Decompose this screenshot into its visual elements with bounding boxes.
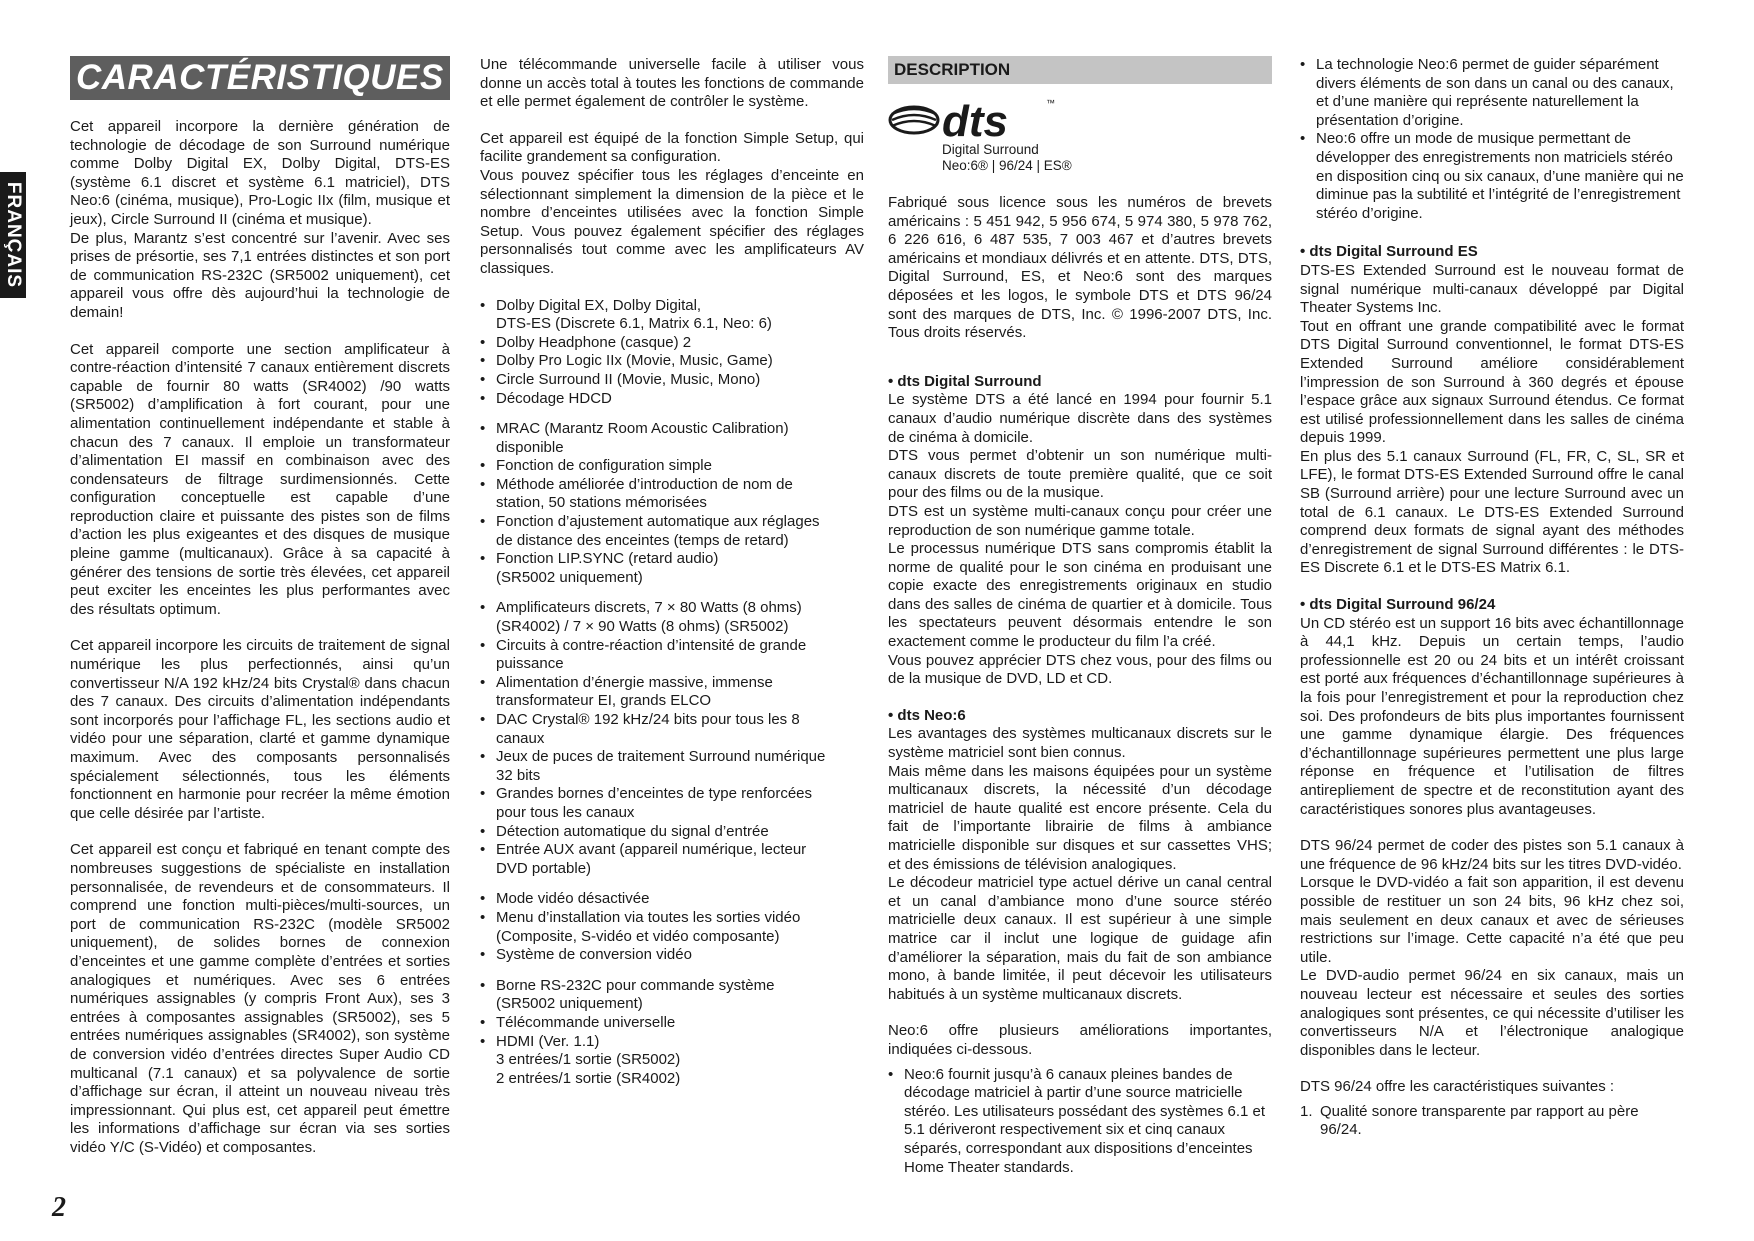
- dts-logo-line1: Digital Surround: [942, 142, 1039, 157]
- paragraph: Tout en offrant une grande compatibilité avec le format DTS Digital Surround conventionnel, le format DTS-ES Extended Surround améliore considérablement l’impression de son Surround à 360 degrés et épouse l’espace grâce aux signaux Surround étendus. Ce format est utilisé professionnellement dans les salles de cinéma depuis 1999.: [1300, 317, 1684, 447]
- list-item: • Fonction LIP.SYNC (retard audio) (SR5002 uniquement): [480, 550, 864, 587]
- list-item: • Mode vidéo désactivée: [480, 890, 864, 909]
- list-item: [1300, 1103, 1684, 1140]
- list-item: • Jeux de puces de traitement Surround numérique 32 bits: [480, 748, 864, 785]
- list-item: • Borne RS-232C pour commande système (SR5002 uniquement): [480, 977, 864, 1014]
- subheading-dts-digital-surround: • dts Digital Surround: [888, 372, 1042, 390]
- list-item: • Fonction de configuration simple: [480, 457, 864, 476]
- list-item: • Grandes bornes d’enceintes de type renforcées pour tous les canaux: [480, 785, 864, 822]
- paragraph: Un CD stéréo est un support 16 bits avec échantillonnage à 44,1 kHz. Depuis un certain temps, l’audio professionnelle est 20 ou 24 bits et un intérêt croissant est porté aux fréquences d’échantillonnage supérieures à la fois pour l’enregistrement et pour la reproduction chez soi. Des profondeurs de bits plus importantes fournissent une gamme dynamique élargie. Des fréquences d’échantillonnage supérieures permettent une plus large réponse en fréquence et l’utilisation de filtres antirepliement de spectre et de reconstitution ayant des caractéristiques sonores plus avantageuses.: [1300, 614, 1684, 818]
- paragraph: De plus, Marantz s’est concentré sur l’avenir. Avec ses prises de présortie, ses 7,1 entrées distinctes et son port de communication RS-232C (SR5002 uniquement), cet appareil vous offre dès aujourd’hui la technologie de demain!: [70, 229, 450, 321]
- list-item: • Amplificateurs discrets, 7 × 80 Watts (8 ohms) (SR4002) / 7 × 90 Watts (8 ohms) (SR5002): [480, 599, 864, 636]
- paragraph: Une télécommande universelle facile à utiliser vous donne un accès total à toutes les fonctions de commande et elle permet également de contrôler le système.: [480, 56, 864, 111]
- list-item: • Dolby Pro Logic IIx (Movie, Music, Game): [480, 352, 864, 371]
- paragraph: DTS vous permet d’obtenir un son numérique multi-canaux discrets de toute première qualité, que ce soit pour des films ou de la musique.: [888, 447, 1272, 502]
- column-1: [70, 56, 450, 1175]
- feature-list-amplifier: [480, 599, 864, 878]
- dts-96-24-feature-list: [1300, 1103, 1684, 1140]
- dts-es-text: [1300, 262, 1684, 578]
- dts-logo-caption: [942, 142, 1088, 174]
- license-paragraph: Fabriqué sous licence sous les numéros de brevets américains : 5 451 942, 5 956 674, 5 974 380, 5 978 762, 6 226 616, 6 487 535, 7 003 467 et d’autres brevets américains et mondiaux délivrés et en attente. DTS, DTS, Digital Surround, ES, et Neo:6 sont des marques déposées et les logos, le symbole DTS et DTS 96/24 sont des marques de DTS, Inc. © 1996-2007 DTS, Inc. Tous droits réservés.: [888, 194, 1272, 342]
- list-item: • Alimentation d’énergie massive, immense transformateur EI, grands ELCO: [480, 674, 864, 711]
- paragraph: Cet appareil est équipé de la fonction Simple Setup, qui facilite grandement sa configuration.: [480, 129, 864, 166]
- paragraph: Mais même dans les maisons équipées pour un système multicanaux discrets, la nécessité d’un décodage matriciel de haute qualité est encore présente. Cela du fait de l’importante librairie de films à ambiance matricielle disponible sur disques et sur cassettes VHS; et des émissions de télévision analogiques.: [888, 762, 1272, 873]
- paragraph: Le décodeur matriciel type actuel dérive un canal central et un canal d’ambiance mono d’une source stéréo matricielle deux canaux. Il est supérieur à une simple matrice car il inclut une logique de guidage afin d’améliorer la séparation, mais du fait de son ambiance mono, à bande limitée, il peut décevoir les utilisateurs habitués à un système multicanaux discrets.: [888, 874, 1272, 1003]
- dts-96-24-text: [1300, 837, 1684, 1060]
- paragraph: Cet appareil incorpore la dernière génération de technologie de décodage de son Surround numérique comme Dolby Digital EX, Dolby Digital, DTS-ES (système 6.1 discret et système 6.1 matriciel), DTS Neo:6 (cinéma, musique), Pro-Logic IIx (film, musique et jeux), Circle Surround II (cinéma et musique).: [70, 118, 450, 228]
- language-tab-label: FRANÇAIS: [3, 181, 24, 289]
- neo6-improvement-list-continued: [1300, 56, 1684, 223]
- paragraph: DTS est un système multi-canaux conçu pour créer une reproduction de son numérique gamme totale.: [888, 502, 1272, 539]
- list-item: • Dolby Digital EX, Dolby Digital, DTS-ES (Discrete 6.1, Matrix 6.1, Neo: 6): [480, 297, 864, 334]
- list-item: • Détection automatique du signal d’entrée: [480, 823, 864, 842]
- subheading-dts-96-24: • dts Digital Surround 96/24: [1300, 596, 1496, 614]
- list-item: • MRAC (Marantz Room Acoustic Calibration) disponible: [480, 420, 864, 457]
- paragraph: Le processus numérique DTS sans compromis établit la norme de qualité pour le son cinéma en produisant une copie exacte des enregistrements originaux en studio dans des salles de cinéma de quartier et à domicile. Tous les spectateurs peuvent désormais entendre le son exactement comme le producteur du film l’a créé.: [888, 540, 1272, 651]
- list-item: • Circle Surround II (Movie, Music, Mono): [480, 371, 864, 390]
- dts-logo-line2: Neo:6® | 96/24 | ES®: [942, 158, 1072, 173]
- paragraph: DTS 96/24 permet de coder des pistes son 5.1 canaux à une fréquence de 96 kHz/24 bits sur les titres DVD-vidéo.: [1300, 837, 1684, 873]
- paragraph: Vous pouvez apprécier DTS chez vous, pour des films ou de la musique de DVD, LD et CD.: [888, 651, 1272, 688]
- paragraph: DTS-ES Extended Surround est le nouveau format de signal numérique multi-canaux développé par Digital Theater Systems Inc.: [1300, 261, 1684, 317]
- list-item: • Entrée AUX avant (appareil numérique, lecteur DVD portable): [480, 841, 864, 878]
- list-text: Qualité sonore transparente par rapport au père 96/24.: [1320, 1102, 1639, 1139]
- dts-trademark: ™: [1046, 98, 1055, 108]
- paragraph: Cet appareil est conçu et fabriqué en tenant compte des nombreuses suggestions de spécialiste en installation personnalisée, de revendeurs et de consommateurs. Il comprend une fonction multi-pièces/multi-sources, un port de communication RS-232C (modèle SR5002 uniquement), de solides bornes de connexion d’enceintes et une gamme complète d’entrées et sorties analogiques et numériques. Avec ses 6 entrées numériques assignables (y compris Front Aux), ses 3 entrées à composantes assignables (SR5002), ses 5 entrées numériques assignables (SR4002), son système de conversion vidéo d’entrées directes Super Audio CD multicanal (7.1 canaux) et sa polyvalence de sortie d’affichage sur écran, il atteint un nouveau niveau très impressionnant. Qui plus est, cet appareil peut émettre les informations d’affichage sur écran via ses sorties vidéo Y/C (S-Vidéo) et composantes.: [70, 841, 450, 1156]
- column-3: [888, 56, 1272, 1189]
- feature-list-decoding: [480, 297, 864, 409]
- paragraph: Lorsque le DVD-vidéo a fait son apparition, il est devenu possible de restituer un son 24 bits, 96 kHz chez soi, mais seulement en deux canaux et avec de sérieuses restrictions sur l’image. Cette capacité n’a été que peu utile.: [1300, 874, 1684, 966]
- list-item: • La technologie Neo:6 permet de guider séparément divers éléments de son dans un canal ou des canaux, et d’une manière qui représente naturellement la présentation d’origine.: [1300, 56, 1684, 130]
- column-2: [480, 56, 864, 1100]
- list-item: • Télécommande universelle: [480, 1014, 864, 1033]
- list-item: • Décodage HDCD: [480, 390, 864, 409]
- column-4: [1300, 56, 1684, 1140]
- list-item: • Circuits à contre-réaction d’intensité de grande puissance: [480, 637, 864, 674]
- list-item: • HDMI (Ver. 1.1) 3 entrées/1 sortie (SR5002) 2 entrées/1 sortie (SR4002): [480, 1033, 864, 1089]
- dts-brand-text: dts: [942, 97, 1008, 142]
- list-item: • Menu d’installation via toutes les sorties vidéo (Composite, S-vidéo et vidéo composante): [480, 909, 864, 946]
- dts-logo: [888, 96, 1088, 174]
- dts-digital-surround-text: [888, 391, 1272, 689]
- paragraph: Le système DTS a été lancé en 1994 pour fournir 5.1 canaux d’audio numérique discrète dans des systèmes de cinéma à domicile.: [888, 391, 1272, 446]
- paragraph: Cet appareil comporte une section amplificateur à contre-réaction d’intensité 7 canaux entièrement discrets capable de fournir 80 watts (SR4002) /90 watts (SR5002) d’amplification à fort courant, pour une alimentation continuellement indépendante et stable à chacun des 7 canaux. Il emploie un transformateur d’alimentation EI massif en combinaison avec des condensateurs de filtrage surdimensionnés. Cette configuration conceptuelle est capable d’une reproduction claire et puissante des pistes son de films d’action les plus exigeantes et des disques de musique pleine gamme (multicanaux). Grâce à sa capacité à générer des tensions de sortie très élevées, cet appareil peut exciter les enceintes les plus performantes avec des résultats optimum.: [70, 340, 450, 618]
- subheading-dts-es: • dts Digital Surround ES: [1300, 243, 1478, 261]
- list-item: • Système de conversion vidéo: [480, 946, 864, 965]
- feature-list-video: [480, 890, 864, 964]
- page-title: CARACTÉRISTIQUES: [70, 56, 450, 100]
- subheading-dts-neo6: • dts Neo:6: [888, 706, 966, 724]
- page-number: 2: [52, 1192, 66, 1223]
- list-item: • Neo:6 offre un mode de musique permettant de développer des enregistrements non matriciels stéréo en disposition cinq ou six canaux, d’une manière qui ne diminue pas la subtilité et l’intégrité de l’enregistrement stéréo d’origine.: [1300, 130, 1684, 223]
- dts-neo6-text: [888, 725, 1272, 1004]
- list-item: • DAC Crystal® 192 kHz/24 bits pour tous les 8 canaux: [480, 711, 864, 748]
- neo6-improvement-list: [888, 1066, 1272, 1178]
- language-tab: [0, 172, 26, 298]
- paragraph: Le DVD-audio permet 96/24 en six canaux, mais un nouveau lecteur est nécessaire et seules des sorties analogiques sont présentes, ce qui nécessite d’utiliser les convertisseurs N/A et l’électronique analogique disponibles dans le lecteur.: [1300, 967, 1684, 1059]
- list-number: 1.: [1300, 1102, 1313, 1120]
- list-item: • Fonction d’ajustement automatique aux réglages de distance des enceintes (temps de retard): [480, 513, 864, 550]
- paragraph: DTS 96/24 offre les caractéristiques suivantes :: [1300, 1078, 1615, 1096]
- paragraph: Vous pouvez spécifier tous les réglages d’enceinte en sélectionnant simplement la dimension de la pièce et le nombre d’enceintes utilisées avec la fonction Simple Setup. Vous pouvez également spécifier des réglages personnalisés tout comme avec les amplificateurs AV classiques.: [480, 166, 864, 277]
- feature-list-connectivity: [480, 977, 864, 1089]
- feature-list-setup: [480, 420, 864, 587]
- list-item: • Dolby Headphone (casque) 2: [480, 334, 864, 353]
- paragraph: Neo:6 offre plusieurs améliorations importantes, indiquées ci-dessous.: [888, 1022, 1272, 1058]
- section-title: DESCRIPTION: [888, 56, 1272, 84]
- paragraph: Les avantages des systèmes multicanaux discrets sur le système matriciel sont bien connus.: [888, 725, 1272, 762]
- paragraph: En plus des 5.1 canaux Surround (FL, FR, C, SL, SR et LFE), le format DTS-ES Extended Surround offre le canal SB (Surround arrière) pour une lecture Surround avec un total de 6.1 canaux. Le DTS-ES Extended Surround comprend deux formats de signal ayant des méthodes d’enregistrement de signal Surround différentes : le DTS-ES Discrete 6.1 et le DTS-ES Matrix 6.1.: [1300, 447, 1684, 577]
- paragraph: Cet appareil incorpore les circuits de traitement de signal numérique les plus perfectionnés, ainsi qu’un convertisseur N/A 192 kHz/24 bits Crystal® dans chacun des 7 canaux. Des circuits d’alimentation indépendants sont incorporés pour l’affichage FL, les sections audio et vidéo pour une séparation, clarté et gamme dynamique maximum. Avec des composants personnalisés spécialement sélectionnés, tous les éléments fonctionnent en harmonie pour recréer la même émotion que celle désirée par l’artiste.: [70, 637, 450, 822]
- dts-logo-mark: [888, 96, 1058, 142]
- list-item: • Neo:6 fournit jusqu’à 6 canaux pleines bandes de décodage matriciel à partir d’une source matricielle stéréo. Les utilisateurs possédant des systèmes 6.1 et 5.1 dériveront respectivement six et cinq canaux séparés, correspondant aux dispositions d’enceintes Home Theater standards.: [888, 1066, 1272, 1178]
- list-item: • Méthode améliorée d’introduction de nom de station, 50 stations mémorisées: [480, 476, 864, 513]
